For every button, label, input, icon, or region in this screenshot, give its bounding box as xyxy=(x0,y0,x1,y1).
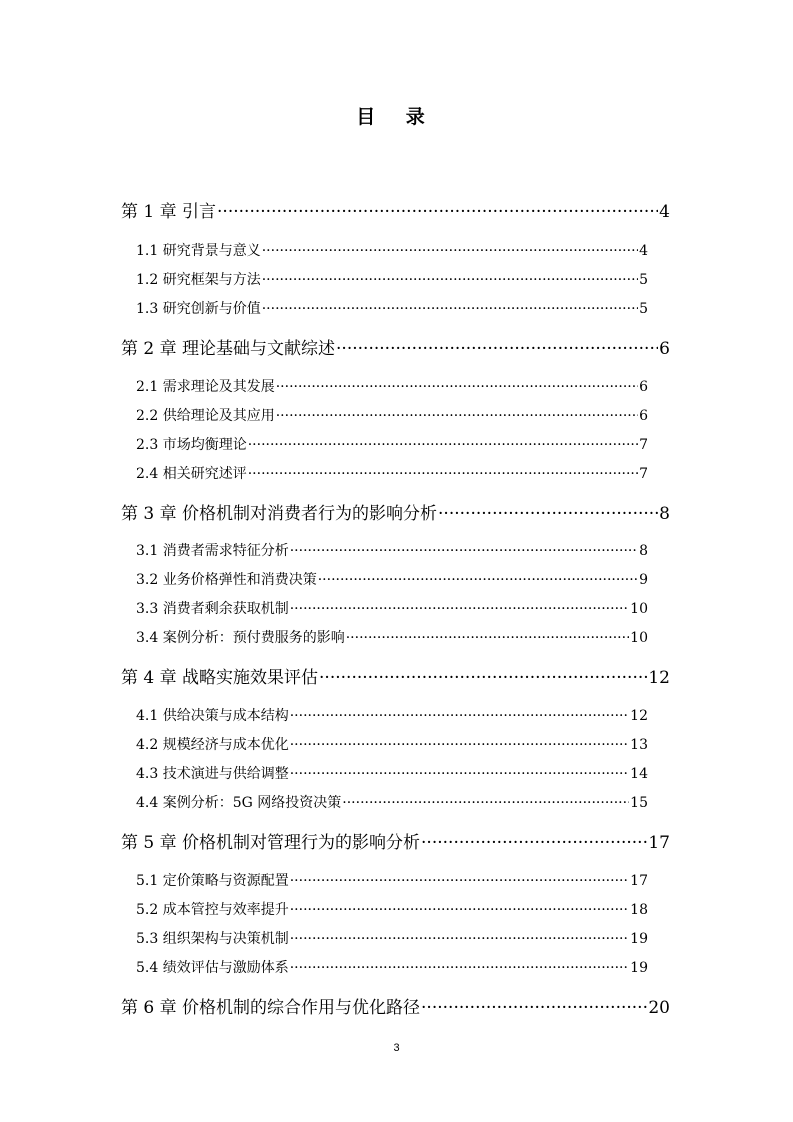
toc-entry-text: 2.3 市场均衡理论 xyxy=(136,437,247,453)
toc-section-4-3[interactable] xyxy=(136,764,648,784)
toc-entry-text: 2.4 相关研究述评 xyxy=(136,466,247,482)
toc-section-5-2[interactable] xyxy=(136,900,648,920)
toc-section-3-3[interactable] xyxy=(136,599,648,619)
toc-entry-text: 4.4 案例分析：5G 网络投资决策 xyxy=(136,795,342,811)
toc-leader-dots xyxy=(248,464,638,484)
toc-title: 目 录 xyxy=(356,106,437,128)
toc-leader-dots xyxy=(290,735,629,755)
toc-chapter-6[interactable] xyxy=(121,995,670,1021)
toc-page-number: 5 xyxy=(639,301,648,317)
toc-entry-text: 3.2 业务价格弹性和消费决策 xyxy=(136,572,317,588)
toc-page-number: 12 xyxy=(648,668,670,688)
toc-entry-text: 第 5 章 价格机制对管理行为的影响分析 xyxy=(121,833,421,853)
toc-page-number: 15 xyxy=(630,795,648,811)
page-number: 3 xyxy=(393,1042,400,1054)
toc-page-number: 10 xyxy=(630,601,648,617)
toc-page-number: 6 xyxy=(639,408,648,424)
toc-section-2-2[interactable] xyxy=(136,406,648,426)
toc-section-5-3[interactable] xyxy=(136,929,648,949)
toc-entry-text: 1.2 研究框架与方法 xyxy=(136,272,261,288)
toc-section-1-2[interactable] xyxy=(136,270,648,290)
toc-leader-dots xyxy=(290,599,629,619)
toc-page-number: 18 xyxy=(630,902,648,918)
toc-leader-dots xyxy=(342,793,629,813)
toc-page-number: 5 xyxy=(639,272,648,288)
toc-entry-text: 5.2 成本管控与效率提升 xyxy=(136,902,289,918)
toc-leader-dots xyxy=(217,199,658,225)
toc-leader-dots xyxy=(276,377,638,397)
toc-page-number: 17 xyxy=(648,833,670,853)
toc-leader-dots xyxy=(421,830,647,856)
toc-page-number: 8 xyxy=(659,504,670,524)
toc-entry-text: 4.3 技术演进与供给调整 xyxy=(136,766,289,782)
toc-leader-dots xyxy=(290,929,629,949)
toc-section-3-1[interactable] xyxy=(136,541,648,561)
toc-page-number: 8 xyxy=(639,543,648,559)
toc-entry-text: 第 1 章 引言 xyxy=(121,202,217,222)
toc-section-4-4[interactable] xyxy=(136,793,648,813)
toc-leader-dots xyxy=(319,665,647,691)
toc-entry-text: 4.1 供给决策与成本结构 xyxy=(136,708,289,724)
toc-leader-dots xyxy=(290,764,629,784)
toc-entry-text: 第 2 章 理论基础与文献综述 xyxy=(121,339,336,359)
toc-section-4-2[interactable] xyxy=(136,735,648,755)
toc-section-3-2[interactable] xyxy=(136,570,648,590)
toc-page-number: 9 xyxy=(639,572,648,588)
toc-entry-text: 2.2 供给理论及其应用 xyxy=(136,408,275,424)
toc-page-number: 6 xyxy=(639,379,648,395)
toc-leader-dots xyxy=(438,501,658,527)
toc-page-number: 4 xyxy=(639,243,648,259)
toc-page-number: 6 xyxy=(659,339,670,359)
toc-page-number: 7 xyxy=(639,437,648,453)
toc-page-number: 19 xyxy=(630,960,648,976)
toc-page-number: 4 xyxy=(659,202,670,222)
toc-leader-dots xyxy=(336,336,658,362)
toc-entry-text: 3.1 消费者需求特征分析 xyxy=(136,543,289,559)
toc-leader-dots xyxy=(248,435,638,455)
toc-section-5-4[interactable] xyxy=(136,958,648,978)
toc-entry-text: 2.1 需求理论及其发展 xyxy=(136,379,275,395)
toc-chapter-2[interactable] xyxy=(121,336,670,362)
toc-leader-dots xyxy=(290,871,629,891)
toc-entry-text: 3.3 消费者剩余获取机制 xyxy=(136,601,289,617)
toc-page-number: 19 xyxy=(630,931,648,947)
toc-leader-dots xyxy=(346,628,629,648)
toc-chapter-1[interactable] xyxy=(121,199,670,225)
toc-chapter-4[interactable] xyxy=(121,665,670,691)
toc-page-number: 7 xyxy=(639,466,648,482)
toc-entry-text: 第 6 章 价格机制的综合作用与优化路径 xyxy=(121,998,421,1018)
toc-section-3-4[interactable] xyxy=(136,628,648,648)
toc-entry-text: 第 4 章 战略实施效果评估 xyxy=(121,668,319,688)
toc-entry-text: 1.3 研究创新与价值 xyxy=(136,301,261,317)
toc-leader-dots xyxy=(262,270,638,290)
toc-page-number: 17 xyxy=(630,873,648,889)
toc-section-2-3[interactable] xyxy=(136,435,648,455)
toc-section-2-1[interactable] xyxy=(136,377,648,397)
toc-leader-dots xyxy=(262,299,638,319)
toc-page-number: 14 xyxy=(630,766,648,782)
toc-section-5-1[interactable] xyxy=(136,871,648,891)
toc-entry-text: 3.4 案例分析：预付费服务的影响 xyxy=(136,630,345,646)
toc-leader-dots xyxy=(290,900,629,920)
toc-entry-text: 1.1 研究背景与意义 xyxy=(136,243,261,259)
toc-page-number: 20 xyxy=(648,998,670,1018)
toc-leader-dots xyxy=(276,406,638,426)
toc-leader-dots xyxy=(421,995,647,1021)
toc-leader-dots xyxy=(290,541,638,561)
toc-page-number: 10 xyxy=(630,630,648,646)
toc-entry-text: 5.1 定价策略与资源配置 xyxy=(136,873,289,889)
toc-leader-dots xyxy=(318,570,638,590)
toc-leader-dots xyxy=(290,958,629,978)
toc-entry-text: 5.4 绩效评估与激励体系 xyxy=(136,960,289,976)
toc-chapter-5[interactable] xyxy=(121,830,670,856)
toc-leader-dots xyxy=(262,241,638,261)
toc-entry-text: 4.2 规模经济与成本优化 xyxy=(136,737,289,753)
toc-section-1-3[interactable] xyxy=(136,299,648,319)
toc-chapter-3[interactable] xyxy=(121,501,670,527)
toc-page-number: 12 xyxy=(630,708,648,724)
toc-entry-text: 5.3 组织架构与决策机制 xyxy=(136,931,289,947)
toc-section-4-1[interactable] xyxy=(136,706,648,726)
toc-entry-text: 第 3 章 价格机制对消费者行为的影响分析 xyxy=(121,504,438,524)
toc-leader-dots xyxy=(290,706,629,726)
toc-page-number: 13 xyxy=(630,737,648,753)
toc-section-2-4[interactable] xyxy=(136,464,648,484)
toc-section-1-1[interactable] xyxy=(136,241,648,261)
